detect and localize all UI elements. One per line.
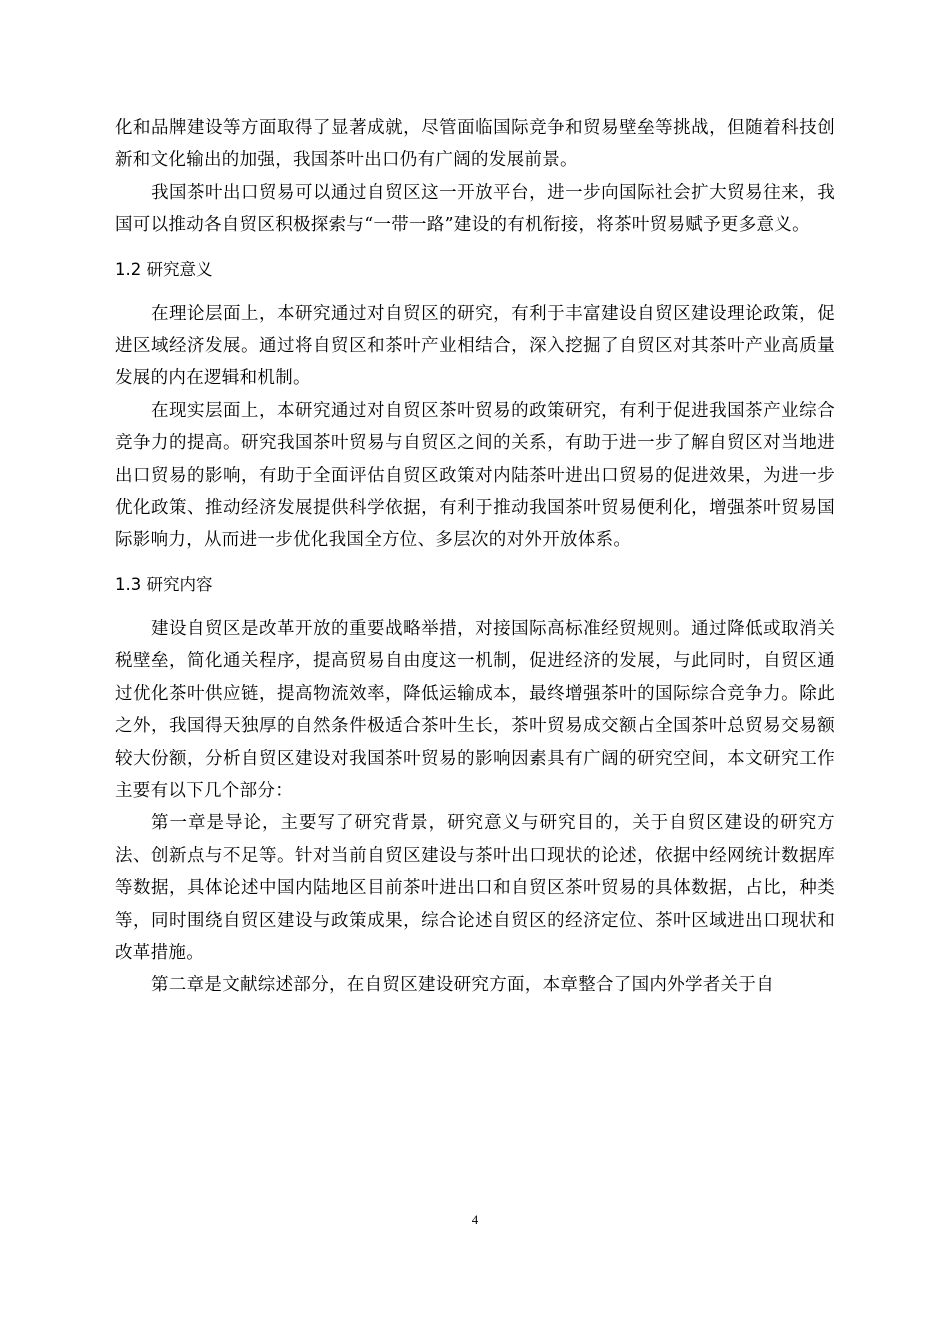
section-heading-1-2: 1.2 研究意义	[115, 259, 213, 279]
section-heading-1-3: 1.3 研究内容	[115, 574, 213, 594]
paragraph: 我国茶叶出口贸易可以通过自贸区这一开放平台，进一步向国际社会扩大贸易往来，我国可以推动各自贸区积极探索与“一带一路”建设的有机衔接，将茶叶贸易赋予更多意义。	[115, 182, 835, 236]
page-body	[115, 112, 835, 1002]
page-number: 4	[471, 1212, 479, 1227]
paragraph: 第一章是导论，主要写了研究背景，研究意义与研究目的，关于自贸区建设的研究方法、创新点与不足等。针对当前自贸区建设与茶叶出口现状的论述，依据中经网统计数据库等数据，具体论述中国内陆地区目前茶叶进出口和自贸区茶叶贸易的具体数据，占比，种类等，同时围绕自贸区建设与政策成果，综合论述自贸区的经济定位、茶叶区域进出口现状和改革措施。	[115, 813, 835, 963]
paragraph: 建设自贸区是改革开放的重要战略举措，对接国际高标准经贸规则。通过降低或取消关税壁垒，简化通关程序，提高贸易自由度这一机制，促进经济的发展，与此同时，自贸区通过优化茶叶供应链，提高物流效率，降低运输成本，最终增强茶叶的国际综合竞争力。除此之外，我国得天独厚的自然条件极适合茶叶生长，茶叶贸易成交额占全国茶叶总贸易交易额较大份额，分析自贸区建设对我国茶叶贸易的影响因素具有广阔的研究空间，本文研究工作主要有以下几个部分：	[115, 618, 835, 801]
paragraph: 第二章是文献综述部分，在自贸区建设研究方面，本章整合了国内外学者关于自	[151, 975, 774, 996]
paragraph: 在理论层面上，本研究通过对自贸区的研究，有利于丰富建设自贸区建设理论政策，促进区域经济发展。通过将自贸区和茶叶产业相结合，深入挖掘了自贸区对其茶叶产业高质量发展的内在逻辑和机制。	[115, 303, 835, 389]
paragraph-continued: 化和品牌建设等方面取得了显著成就，尽管面临国际竞争和贸易壁垒等挑战，但随着科技创新和文化输出的加强，我国茶叶出口仍有广阔的发展前景。	[115, 118, 835, 171]
paragraph: 在现实层面上，本研究通过对自贸区茶叶贸易的政策研究，有利于促进我国茶产业综合竞争力的提高。研究我国茶叶贸易与自贸区之间的关系，有助于进一步了解自贸区对当地进出口贸易的影响，有助于全面评估自贸区政策对内陆茶叶进出口贸易的促进效果，为进一步优化政策、推动经济发展提供科学依据，有利于推动我国茶叶贸易便利化，增强茶叶贸易国际影响力，从而进一步优化我国全方位、多层次的对外开放体系。	[115, 400, 835, 551]
